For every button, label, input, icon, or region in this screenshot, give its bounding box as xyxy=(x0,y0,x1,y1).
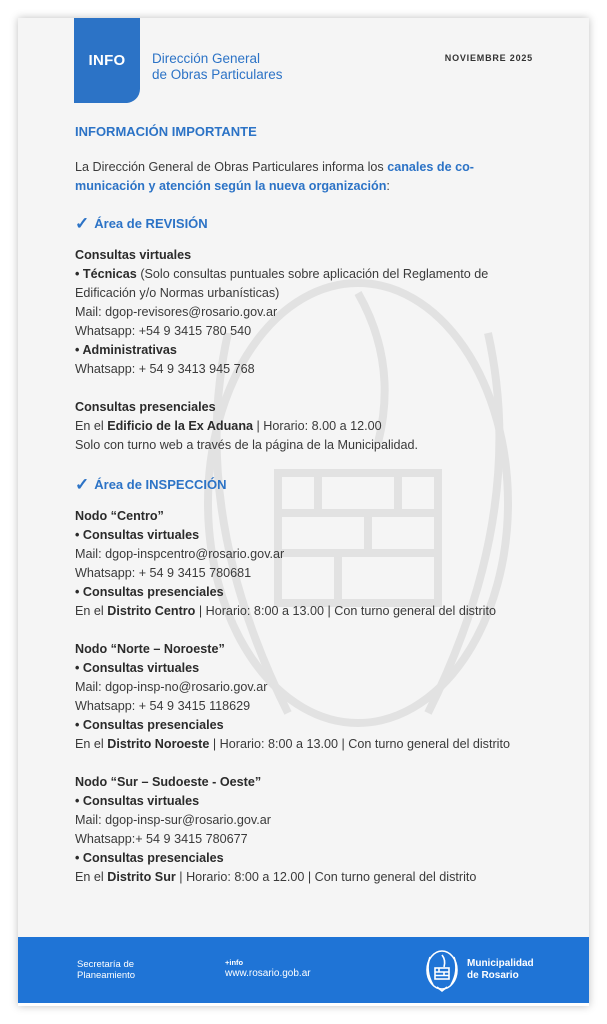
more-info-label: +info xyxy=(225,958,244,967)
node-presencial-detail xyxy=(75,735,545,754)
info-tab-label: INFO xyxy=(88,52,126,69)
municipality-name xyxy=(467,958,534,982)
node-district: Distrito Centro xyxy=(107,604,196,618)
revision-presencial-heading: Consultas presenciales xyxy=(75,400,216,414)
tecnicas-text: (Solo consultas puntuales sobre aplicación del Reglamento de xyxy=(136,267,489,281)
node-norte-noroeste xyxy=(75,640,545,754)
presencial-place: Edificio de la Ex Aduana xyxy=(107,419,254,433)
node-hours: | Horario: 8:00 a 13.00 | Con turno general del distrito xyxy=(209,737,510,751)
node-presencial-label: • Consultas presenciales xyxy=(75,718,224,732)
node-whatsapp: Whatsapp: + 54 9 3415 780681 xyxy=(75,566,252,580)
secretaria-label xyxy=(77,959,135,981)
municipal-seal-icon xyxy=(423,947,461,993)
tecnicas-label: • Técnicas xyxy=(75,267,137,281)
node-presencial-detail xyxy=(75,602,545,621)
municipality-line-2: de Rosario xyxy=(467,970,519,981)
inspeccion-area-heading xyxy=(75,475,545,494)
revision-area-title: Área de REVISIÓN xyxy=(94,216,208,231)
revision-tecnicas xyxy=(75,265,545,284)
node-name: Nodo “Sur – Sudoeste - Oeste” xyxy=(75,775,262,789)
intro-highlight-1: canales de co- xyxy=(387,160,474,174)
revision-area-heading xyxy=(75,214,545,233)
node-pre: En el xyxy=(75,737,108,751)
node-virtual-label: • Consultas virtuales xyxy=(75,528,200,542)
secretaria-line-2: Planeamiento xyxy=(77,970,136,981)
node-presencial-label: • Consultas presenciales xyxy=(75,585,224,599)
tecnicas-whatsapp: Whatsapp: +54 9 3415 780 540 xyxy=(75,324,252,338)
main-content xyxy=(75,122,545,887)
node-whatsapp: Whatsapp: + 54 9 3415 118629 xyxy=(75,699,251,713)
inspeccion-area-title: Área de INSPECCIÓN xyxy=(94,477,227,492)
node-name: Nodo “Centro” xyxy=(75,509,164,523)
intro-text: La Dirección General de Obras Particulares informa los xyxy=(75,160,388,174)
revision-virtual-heading: Consultas virtuales xyxy=(75,248,192,262)
tecnicas-text-cont: Edificación y/o Normas urbanísticas) xyxy=(75,286,280,300)
checkmark-icon: ✓ xyxy=(75,475,90,494)
info-sheet xyxy=(18,18,589,1003)
department-title xyxy=(152,51,352,83)
node-mail: Mail: dgop-insp-sur@rosario.gov.ar xyxy=(75,813,271,827)
tecnicas-mail: Mail: dgop-revisores@rosario.gov.ar xyxy=(75,305,278,319)
node-district: Distrito Noroeste xyxy=(107,737,210,751)
node-presencial-detail xyxy=(75,868,545,887)
intro-highlight-2: municación y atención según la nueva organización xyxy=(75,179,387,193)
website-info xyxy=(225,959,311,980)
node-centro xyxy=(75,507,545,621)
node-mail: Mail: dgop-inspcentro@rosario.gov.ar xyxy=(75,547,285,561)
node-whatsapp: Whatsapp:+ 54 9 3415 780677 xyxy=(75,832,248,846)
node-hours: | Horario: 8:00 a 12.00 | Con turno general del distrito xyxy=(175,870,477,884)
department-title-line-1: Dirección General xyxy=(152,51,261,66)
checkmark-icon: ✓ xyxy=(75,214,90,233)
node-mail: Mail: dgop-insp-no@rosario.gov.ar xyxy=(75,680,268,694)
intro-paragraph xyxy=(75,158,545,196)
municipality-line-1: Municipalidad xyxy=(467,958,534,969)
intro-end: : xyxy=(386,179,390,193)
node-presencial-label: • Consultas presenciales xyxy=(75,851,224,865)
node-district: Distrito Sur xyxy=(107,870,176,884)
department-title-line-2: de Obras Particulares xyxy=(152,67,283,82)
website-link[interactable]: www.rosario.gob.ar xyxy=(225,968,311,979)
node-virtual-label: • Consultas virtuales xyxy=(75,661,200,675)
issue-date: NOVIEMBRE 2025 xyxy=(444,53,533,63)
node-hours: | Horario: 8:00 a 13.00 | Con turno general del distrito xyxy=(195,604,496,618)
presencial-hours: | Horario: 8.00 a 12.00 xyxy=(253,419,382,433)
revision-presencial-note: Solo con turno web a través de la página de la Municipalidad. xyxy=(75,438,419,452)
presencial-pre: En el xyxy=(75,419,108,433)
node-pre: En el xyxy=(75,604,108,618)
node-virtual-label: • Consultas virtuales xyxy=(75,794,200,808)
revision-presencial-location xyxy=(75,417,545,436)
administrativas-whatsapp: Whatsapp: + 54 9 3413 945 768 xyxy=(75,362,255,376)
administrativas-label: • Administrativas xyxy=(75,343,177,357)
important-heading: INFORMACIÓN IMPORTANTE xyxy=(75,124,257,139)
node-name: Nodo “Norte – Noroeste” xyxy=(75,642,225,656)
footer-bar xyxy=(18,937,589,1003)
info-tab xyxy=(74,18,140,103)
secretaria-line-1: Secretaría de xyxy=(77,959,135,970)
node-pre: En el xyxy=(75,870,108,884)
node-sur-sudoeste-oeste xyxy=(75,773,545,887)
